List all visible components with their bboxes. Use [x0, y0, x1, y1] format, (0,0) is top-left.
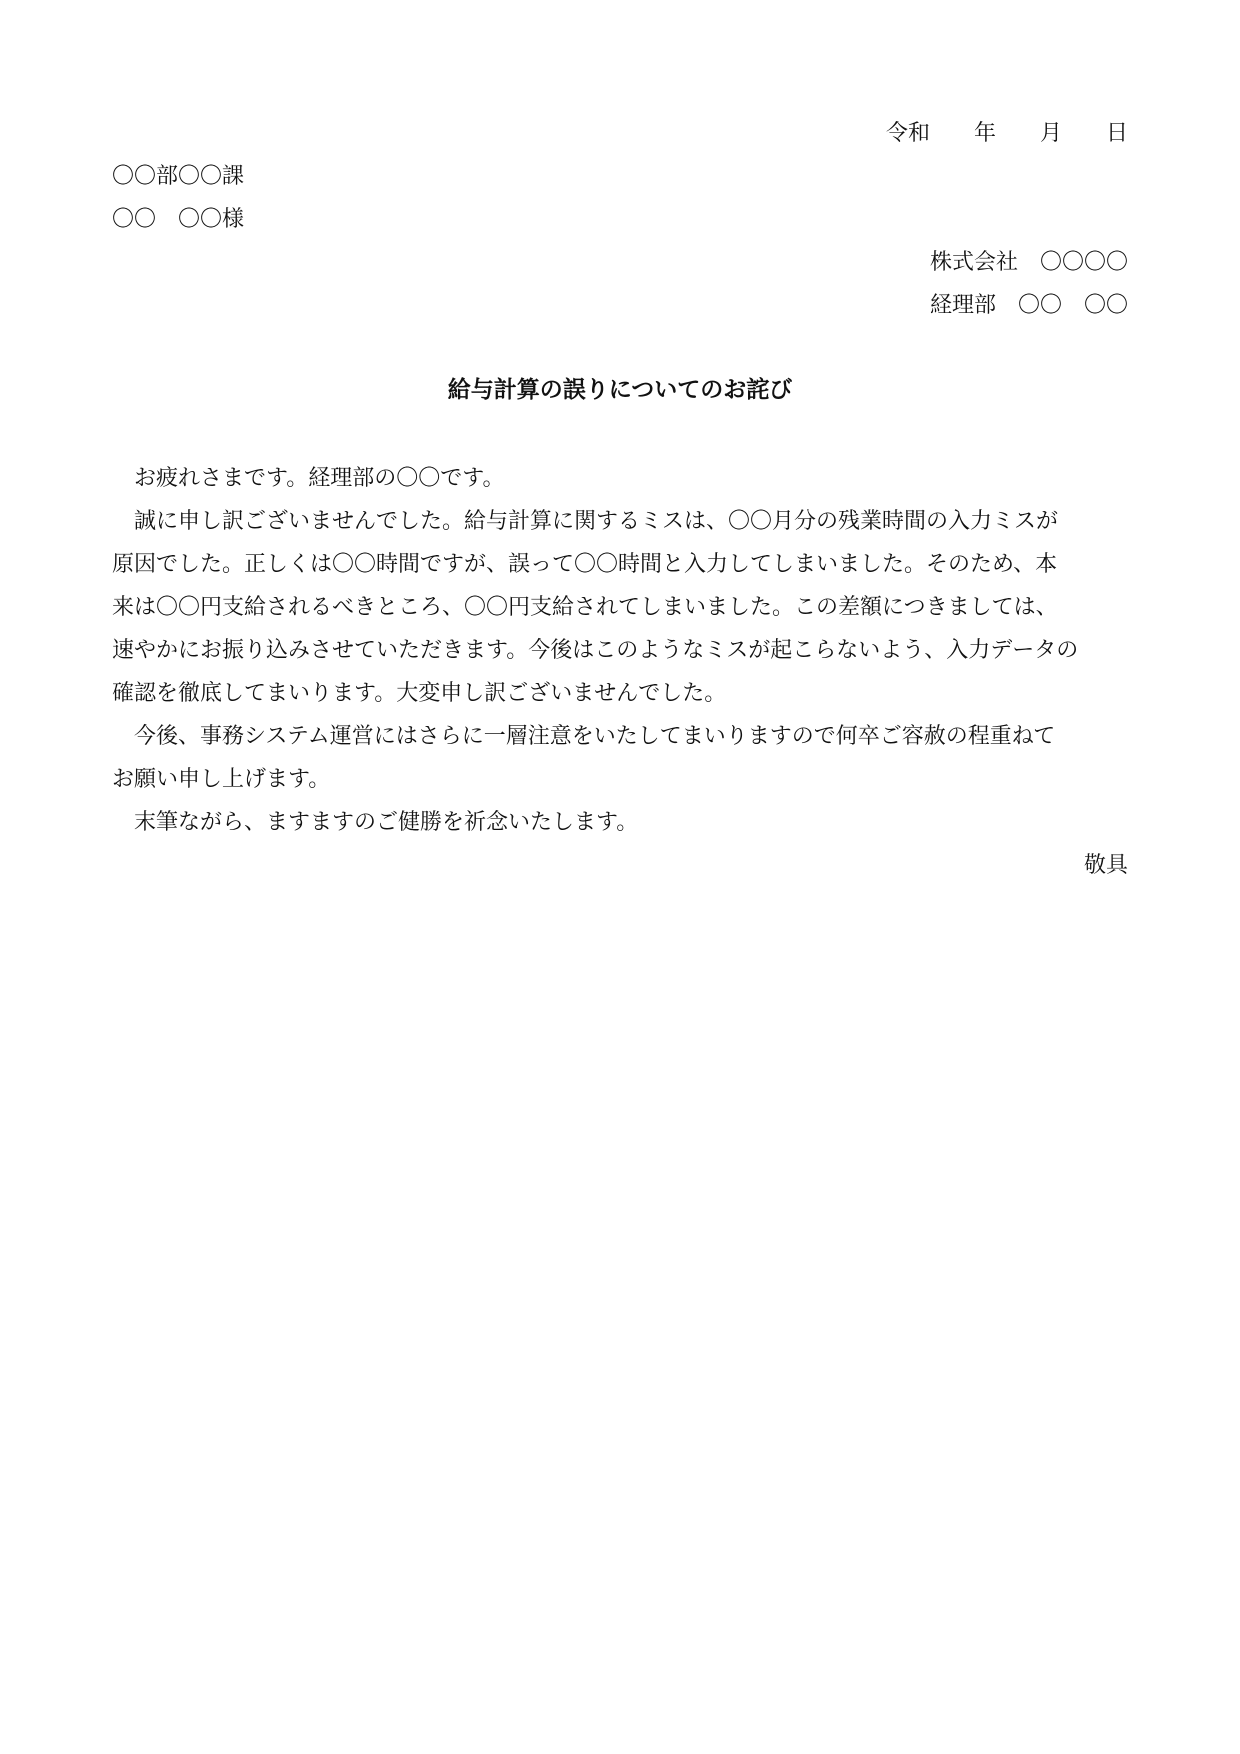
sender-person: 経理部 〇〇 〇〇 [929, 293, 1128, 318]
body-paragraph-line: 来は〇〇円支給されるべきところ、〇〇円支給されてしまいました。この差額につきましては、 [112, 595, 1058, 620]
body-paragraph-line: お疲れさまです。経理部の〇〇です。 [134, 466, 505, 491]
body-paragraph-line: 今後、事務システム運営にはさらに一層注意をいたしてまいりますので何卒ご容赦の程重ねて [134, 724, 1056, 749]
recipient-name: 〇〇 〇〇様 [112, 207, 245, 232]
body-paragraph-line: 誠に申し訳ございませんでした。給与計算に関するミスは、〇〇月分の残業時間の入力ミスが [134, 509, 1059, 534]
recipient-department: 〇〇部〇〇課 [112, 164, 245, 189]
closing-remark: 敬具 [1083, 853, 1128, 878]
body-paragraph-line: お願い申し上げます。 [112, 767, 331, 792]
sender-company: 株式会社 〇〇〇〇 [929, 250, 1128, 275]
body-paragraph-line: 末筆ながら、ますますのご健勝を祈念いたします。 [134, 810, 639, 835]
letter-title: 給与計算の誤りについてのお詫び [447, 377, 793, 403]
body-paragraph-line: 確認を徹底してまいります。大変申し訳ございませんでした。 [112, 681, 727, 706]
body-paragraph-line: 原因でした。正しくは〇〇時間ですが、誤って〇〇時間と入力してしまいました。そのため、本 [112, 552, 1058, 577]
body-paragraph-line: 速やかにお振り込みさせていただきます。今後はこのようなミスが起こらないよう、入力データの [112, 638, 1079, 663]
date-line: 令和 年 月 日 [885, 121, 1128, 146]
